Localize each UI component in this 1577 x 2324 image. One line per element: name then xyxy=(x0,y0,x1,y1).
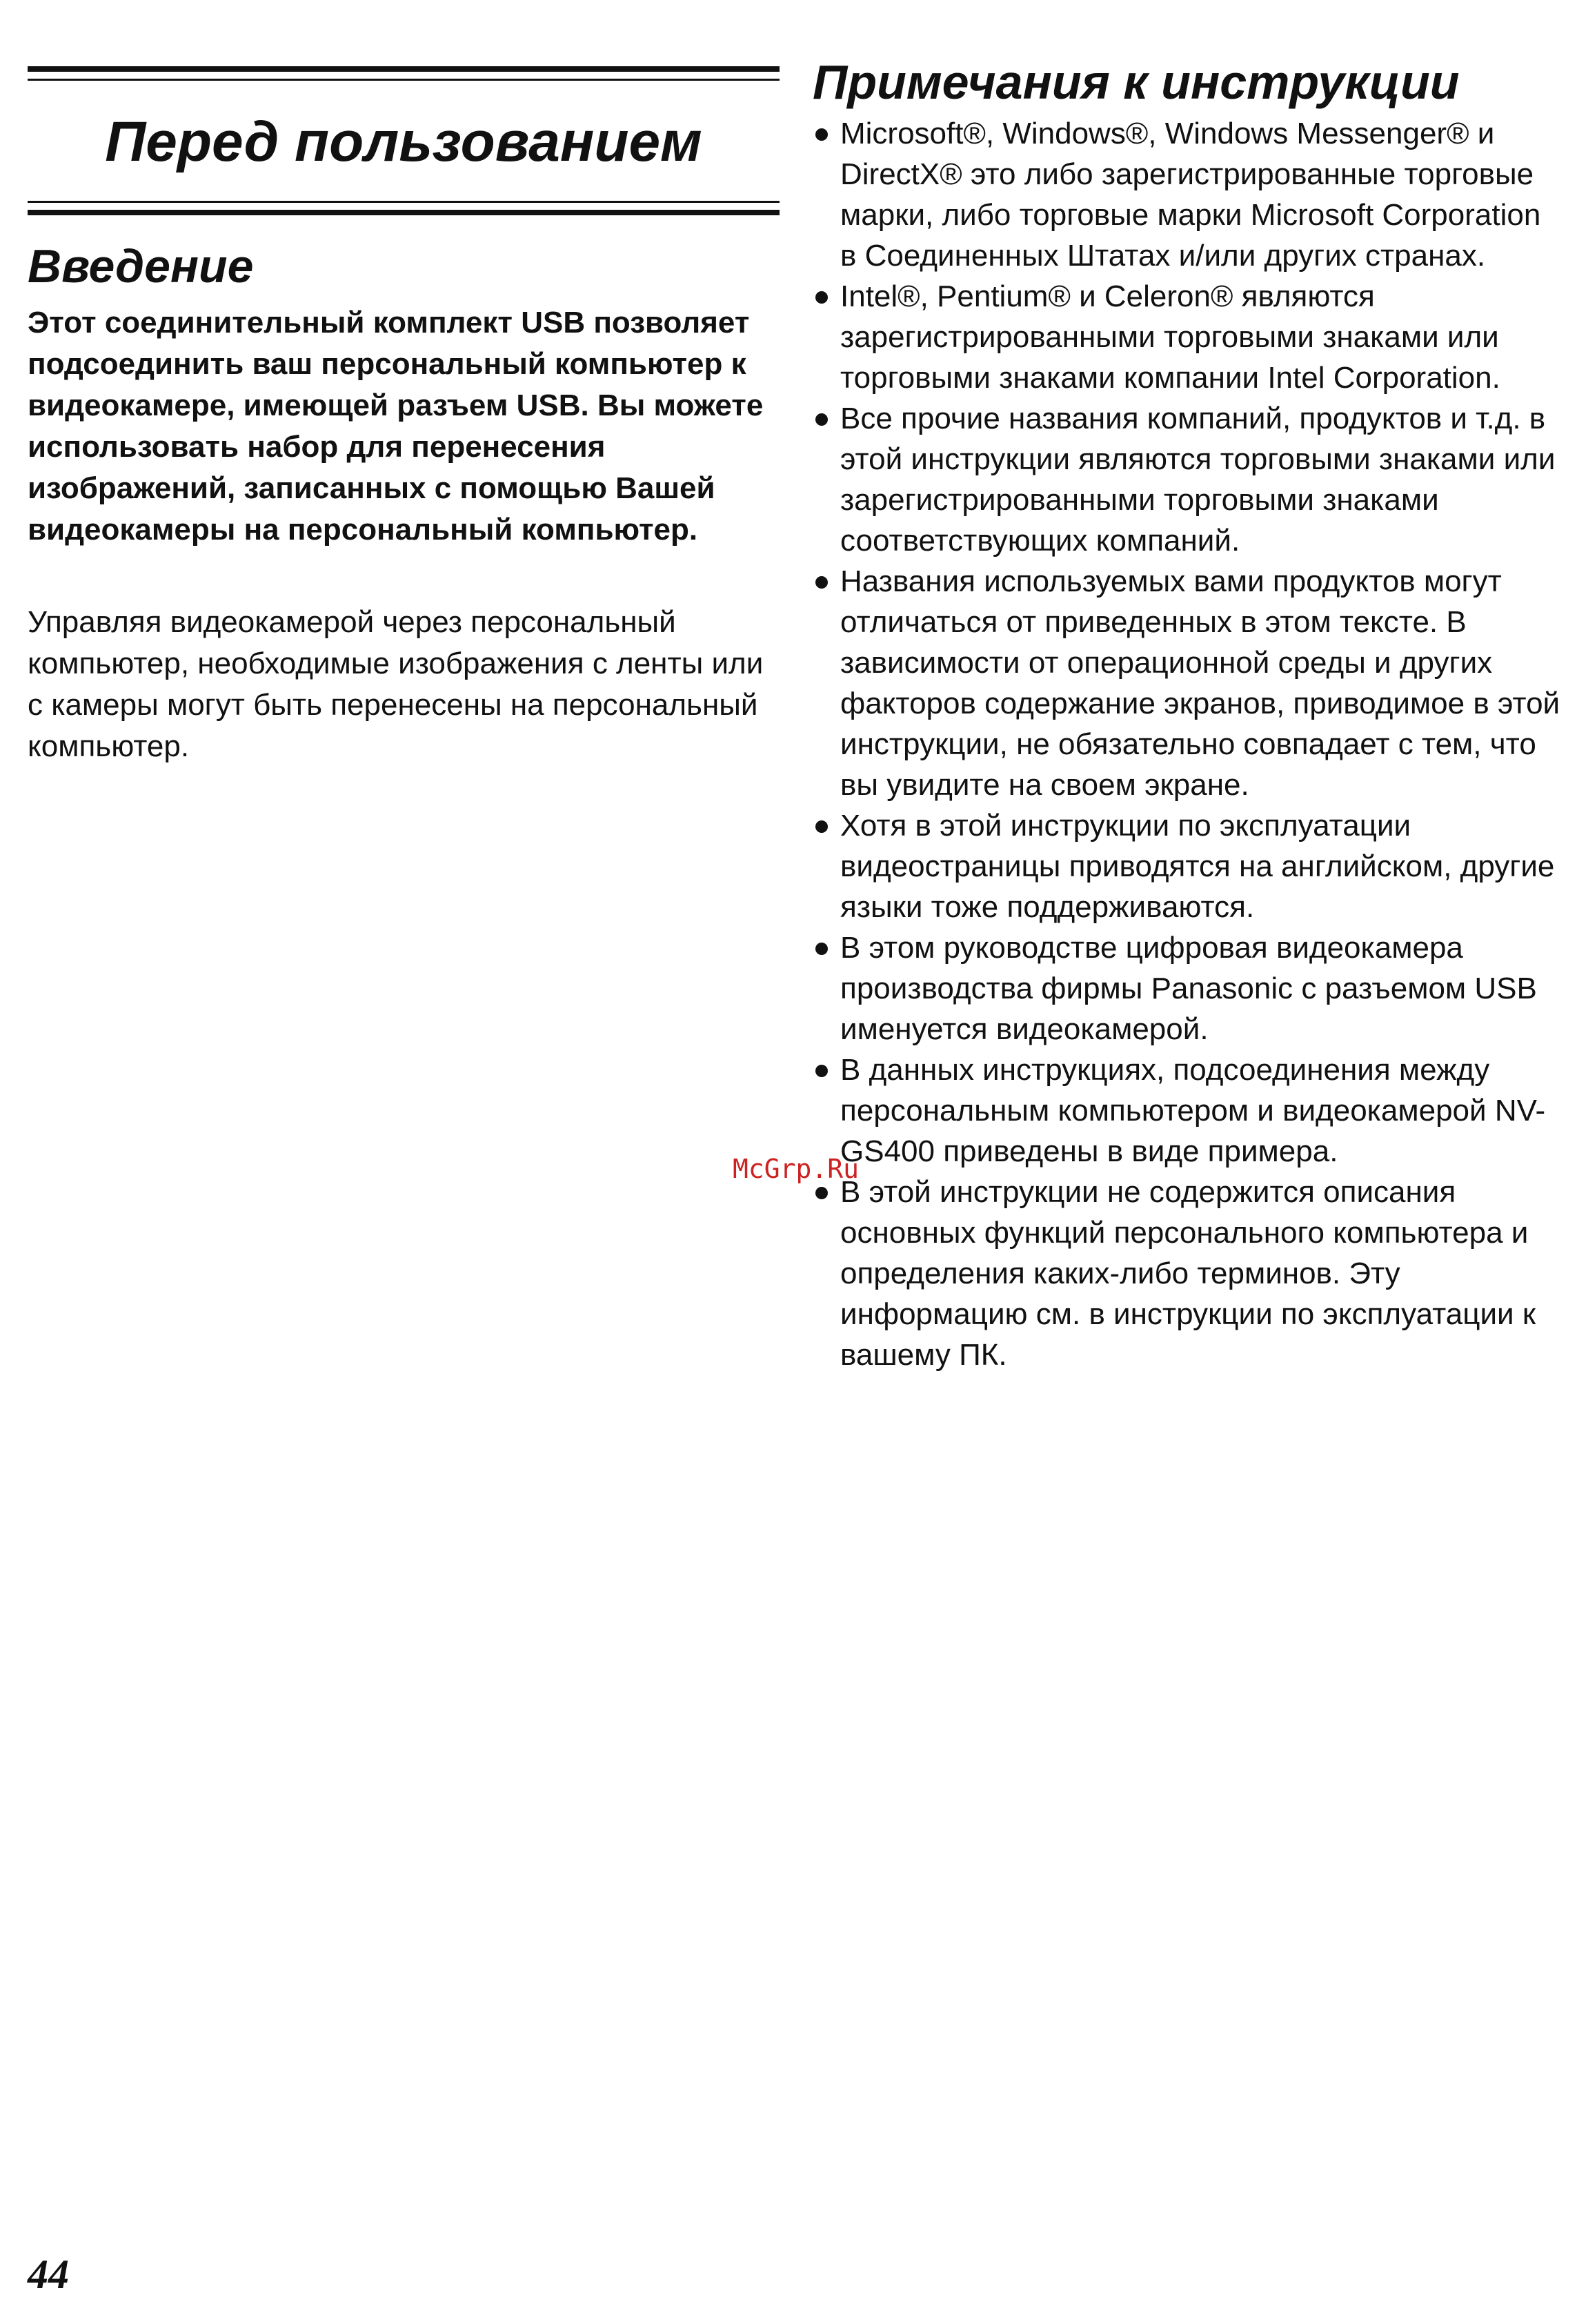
note-item xyxy=(813,561,1565,805)
bullet-icon xyxy=(815,1065,828,1077)
section-title-introduction: Введение xyxy=(28,240,254,293)
note-text: В этой инструкции не содержится описания основных функций персонального компьютера и определения каких-либо терминов. Эту информацию см. в инструкции по эксплуатации к вашему ПК. xyxy=(840,1175,1536,1372)
bullet-icon xyxy=(815,1187,828,1199)
banner-title: Перед пользованием xyxy=(105,110,702,173)
note-item xyxy=(813,1172,1565,1375)
note-text: В данных инструкциях, подсоединения между персональным компьютером и видеокамерой NV-GS400 приведены в виде примера. xyxy=(840,1053,1546,1168)
note-text: Все прочие названия компаний, продуктов и т.д. в этой инструкции являются торговыми знаками или зарегистрированными торговыми знаками соответствующих компаний. xyxy=(840,402,1556,558)
note-item xyxy=(813,276,1565,398)
notes-list xyxy=(813,113,1565,1375)
right-column xyxy=(813,55,1565,1375)
bullet-icon xyxy=(815,413,828,426)
note-text: Intel®, Pentium® и Celeron® являются зарегистрированными торговыми знаками или торговыми знаками компании Intel Corporation. xyxy=(840,279,1500,395)
banner-top-rule-thick xyxy=(28,66,780,72)
bullet-icon xyxy=(815,128,828,141)
note-text: В этом руководстве цифровая видеокамера производства фирмы Panasonic с разъемом USB именуется видеокамерой. xyxy=(840,931,1537,1046)
page-number: 44 xyxy=(28,2252,69,2297)
note-text: Microsoft®, Windows®, Windows Messenger® и DirectX® это либо зарегистрированные торговые марки, либо торговые марки Microsoft Corporation в Соединенных Штатах и/или других странах. xyxy=(840,117,1541,273)
note-item xyxy=(813,927,1565,1050)
intro-bold-paragraph: Этот соединительный комплект USB позволяет подсоединить ваш персональный компьютер к видеокамере, имеющей разъем USB. Вы можете использовать набор для перенесения изображений, записанных с помощью Вашей видеокамеры на персональный компьютер. xyxy=(28,306,764,546)
bullet-icon xyxy=(815,291,828,304)
left-column xyxy=(28,66,780,767)
note-item xyxy=(813,805,1565,927)
note-text: Названия используемых вами продуктов могут отличаться от приведенных в этом тексте. В зависимости от операционной среды и других факторов содержание экранов, приводимое в этой инструкции, не обязательно совпадает с тем, что вы увидите на своем экране. xyxy=(840,564,1560,802)
banner-top-rule-thin xyxy=(28,79,780,81)
bullet-icon xyxy=(815,576,828,589)
note-item xyxy=(813,113,1565,276)
note-item xyxy=(813,398,1565,561)
banner-bottom-rule-thick xyxy=(28,210,780,215)
bullet-icon xyxy=(815,943,828,955)
note-text: Хотя в этой инструкции по эксплуатации видеостраницы приводятся на английском, другие языки тоже поддерживаются. xyxy=(840,809,1555,924)
bullet-icon xyxy=(815,820,828,833)
intro-normal-paragraph: Управляя видеокамерой через персональный компьютер, необходимые изображения с ленты или с камеры могут быть перенесены на персональный компьютер. xyxy=(28,605,764,763)
note-item xyxy=(813,1050,1565,1172)
notes-title: Примечания к инструкции xyxy=(813,55,1460,109)
watermark-link[interactable]: McGrp.Ru xyxy=(733,1154,860,1184)
